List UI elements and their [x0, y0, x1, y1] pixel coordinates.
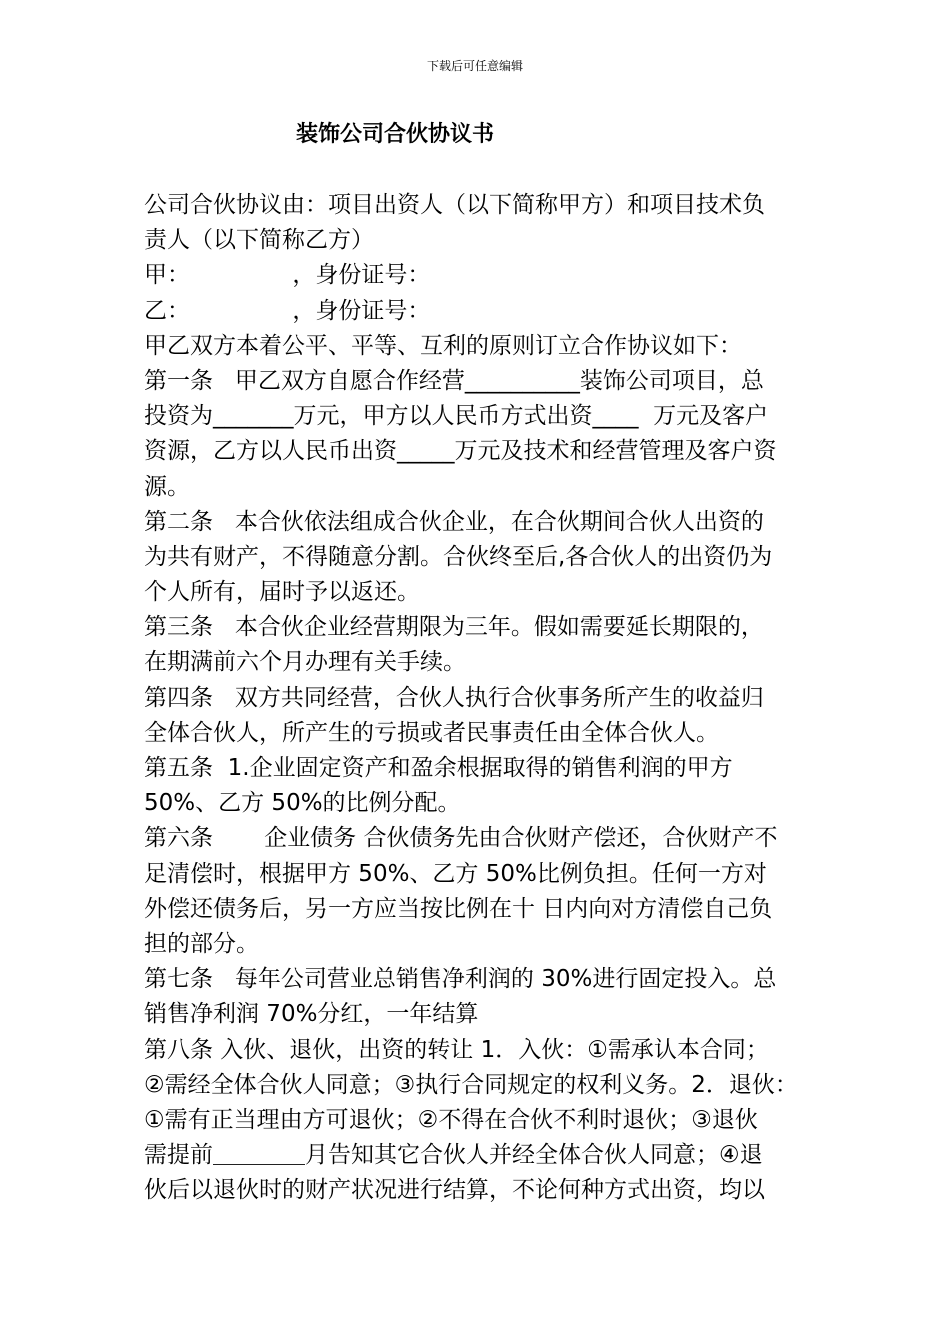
article-2-line: 第二条 本合伙依法组成合伙企业，在合伙期间合伙人出资的	[144, 508, 764, 535]
party-b-line: 乙： ，身份证号：	[144, 297, 431, 324]
article-5-line: 第五条 1.企业固定资产和盈余根据取得的销售利润的甲方	[144, 755, 733, 781]
document-body	[144, 188, 824, 1208]
article-1-line: 源。	[144, 473, 190, 500]
party-a-line: 甲： ，身份证号：	[144, 262, 431, 289]
article-7-line: 第七条 每年公司营业总销售净利润的 30%进行固定投入。总	[144, 966, 777, 993]
article-1-line: 投资为_______万元，甲方以人民币方式出资____ 万元及客户	[144, 403, 769, 430]
article-5-line: 50%、乙方 50%的比例分配。	[144, 790, 461, 817]
article-4-line: 全体合伙人，所产生的亏损或者民事责任由全体合伙人。	[144, 719, 719, 746]
article-2-line: 个人所有，届时予以返还。	[144, 579, 420, 606]
article-1-line: 第一条 甲乙双方自愿合作经营__________装饰公司项目，总	[144, 367, 764, 394]
article-8-line: 伙后以退伙时的财产状况进行结算，不论何种方式出资，均以	[144, 1177, 765, 1204]
body-line: 甲乙双方本着公平、平等、互利的原则订立合作协议如下：	[144, 332, 742, 359]
article-7-line: 销售净利润 70%分红，一年结算	[144, 1001, 479, 1028]
article-8-line: ①需有正当理由方可退伙；②不得在合伙不利时退伙；③退伙	[144, 1106, 758, 1133]
document-title: 装饰公司合伙协议书	[296, 122, 495, 147]
article-6-line: 外偿还债务后，另一方应当按比例在十 日内向对方清偿自己负	[144, 895, 773, 922]
article-8-line: 第八条 入伙、退伙，出资的转让 1．入伙：①需承认本合同；	[144, 1036, 769, 1063]
article-6-line: 担的部分。	[144, 930, 259, 957]
article-8-line: 需提前＿＿＿＿月告知其它合伙人并经全体合伙人同意；④退	[144, 1142, 763, 1169]
article-8-line: ②需经全体合伙人同意；③执行合同规定的权利义务。2．退伙：	[144, 1071, 798, 1098]
article-6-line: 足清偿时，根据甲方 50%、乙方 50%比例负担。任何一方对	[144, 860, 767, 887]
article-4-line: 第四条 双方共同经营，合伙人执行合伙事务所产生的收益归	[144, 684, 764, 711]
article-3-line: 在期满前六个月办理有关手续。	[144, 649, 466, 676]
body-line: 公司合伙协议由：项目出资人（以下简称甲方）和项目技术负	[144, 192, 765, 218]
article-2-line: 为共有财产，不得随意分割。合伙终至后,各合伙人的出资仍为	[144, 543, 773, 570]
article-1-line: 资源，乙方以人民币出资_____万元及技术和经营管理及客户资	[144, 438, 777, 465]
article-6-line: 第六条 企业债务 合伙债务先由合伙财产偿还，合伙财产不	[144, 825, 778, 852]
body-line: 责人（以下简称乙方）	[144, 227, 374, 254]
article-3-line: 第三条 本合伙企业经营期限为三年。假如需要延长期限的，	[144, 614, 764, 641]
page-header-note: 下载后可任意编辑	[426, 59, 523, 73]
